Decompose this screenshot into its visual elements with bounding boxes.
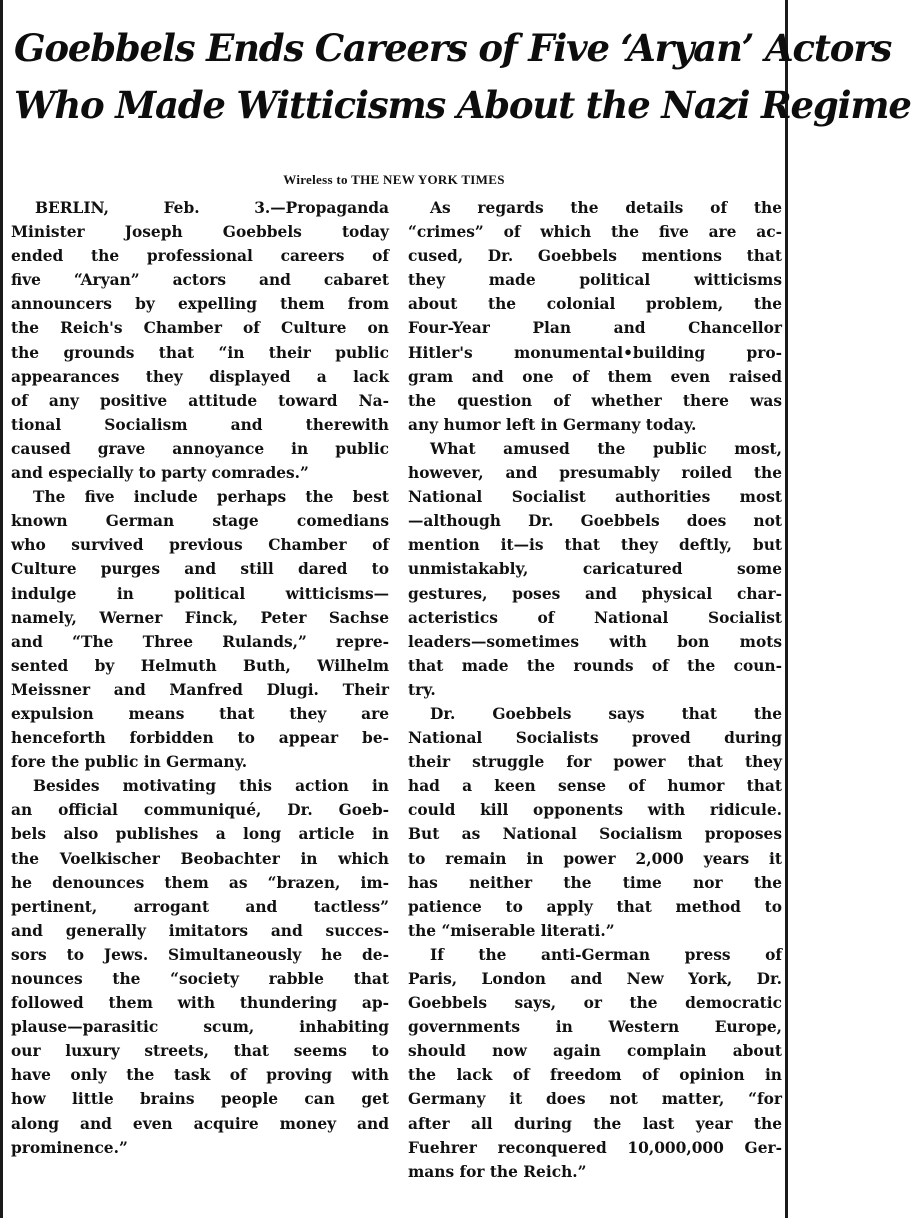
text-line: National Socialists proved during (408, 729, 782, 748)
text-line: caused grave annoyance in public (11, 439, 389, 458)
text-line: mans for the Reich.” (408, 1162, 587, 1181)
text-line: Meissner and Manfred Dlugi. Their (11, 680, 389, 699)
text-line: indulge in political witticisms— (11, 584, 389, 603)
text-line: “crimes” of which the five are ac- (408, 223, 782, 242)
text-line: Culture purges and still dared to (11, 560, 389, 579)
text-line: sors to Jews. Simultaneously he de- (11, 945, 389, 964)
text-line: patience to apply that method to (408, 897, 782, 916)
text-line: Besides motivating this action in (33, 777, 389, 796)
text-line: fore the public in Germany. (11, 753, 248, 772)
text-line: any humor left in Germany today. (408, 415, 697, 434)
paragraph (408, 702, 782, 943)
headline-line: Goebbels Ends Careers of Five ‘Aryan’ Actors (14, 26, 892, 70)
text-line: National Socialist authorities most (408, 488, 782, 507)
text-line: Fuehrer reconquered 10,000,000 Ger- (408, 1138, 782, 1157)
text-line: along and even acquire money and (11, 1114, 389, 1133)
text-line: appearances they displayed a lack (11, 367, 389, 386)
text-line: known German stage comedians (11, 512, 389, 531)
paragraph (408, 943, 782, 1184)
text-line: could kill opponents with ridicule. (408, 801, 782, 820)
text-line: Germany it does not matter, “for (408, 1090, 782, 1109)
text-line: BERLIN, Feb. 3.—Propaganda (35, 199, 389, 217)
text-line: plause—parasitic scum, inhabiting (11, 1018, 389, 1037)
text-line: henceforth forbidden to appear be- (11, 729, 389, 748)
text-line: our luxury streets, that seems to (11, 1042, 389, 1061)
text-line: have only the task of proving with (11, 1066, 389, 1085)
paragraph (11, 485, 389, 774)
text-line: and “The Three Rulands,” repre- (11, 632, 389, 651)
text-line: prominence.” (11, 1138, 128, 1157)
text-line: Hitler's monumental•building pro- (408, 343, 782, 362)
text-line: who survived previous Chamber of (11, 536, 389, 555)
text-line: Paris, London and New York, Dr. (408, 970, 782, 988)
text-line: however, and presumably roiled the (408, 464, 782, 483)
text-line: try. (408, 680, 436, 699)
text-line: Minister Joseph Goebbels today (11, 223, 389, 242)
headline-line: Who Made Witticisms About the Nazi Regime (14, 83, 911, 127)
text-line: pertinent, arrogant and tactless” (11, 897, 389, 916)
text-line: to remain in power 2,000 years it (408, 849, 782, 868)
text-line: five “Aryan” actors and cabaret (11, 271, 389, 290)
paragraph (11, 774, 389, 1160)
text-line: and especially to party comrades.” (11, 464, 309, 483)
text-line: mention it—is that they deftly, but (408, 536, 782, 555)
text-line: bels also publishes a long article in (11, 825, 389, 844)
text-line: and generally imitators and succes- (11, 921, 389, 940)
text-line: how little brains people can get (11, 1090, 389, 1109)
text-line: the Voelkischer Beobachter in which (11, 849, 389, 868)
text-line: —although Dr. Goebbels does not (408, 512, 782, 531)
text-line: followed them with thundering ap- (11, 994, 389, 1013)
text-line: But as National Socialism proposes (408, 825, 782, 844)
text-line: ended the professional careers of (11, 247, 389, 266)
text-line: their struggle for power that they (408, 753, 782, 772)
paragraph (408, 196, 782, 437)
text-line: should now again complain about (408, 1042, 782, 1061)
text-line: the lack of freedom of opinion in (408, 1066, 782, 1085)
text-line: the “miserable literati.” (408, 921, 615, 940)
text-line: Dr. Goebbels says that the (430, 704, 782, 723)
paragraph (408, 437, 782, 702)
text-line: of any positive attitude toward Na- (11, 391, 389, 410)
text-line: nounces the “society rabble that (11, 970, 389, 988)
text-line: unmistakably, caricatured some (408, 560, 782, 579)
text-line: acteristics of National Socialist (408, 608, 782, 627)
text-line: namely, Werner Finck, Peter Sachse (11, 608, 389, 627)
text-line: cused, Dr. Goebbels mentions that (408, 247, 782, 266)
wire-credit: Wireless to THE NEW YORK TIMES (283, 172, 505, 187)
text-line: Four-Year Plan and Chancellor (408, 319, 782, 338)
text-line: The five include perhaps the best (33, 488, 389, 507)
text-line: the grounds that “in their public (11, 343, 389, 362)
text-line: had a keen sense of humor that (408, 777, 782, 796)
text-line: the question of whether there was (408, 391, 782, 410)
paragraph (11, 196, 389, 485)
text-line: they made political witticisms (408, 271, 782, 290)
text-line: What amused the public most, (430, 439, 782, 458)
text-line: gestures, poses and physical char- (408, 584, 782, 603)
headline (14, 20, 911, 134)
text-line: an official communiqué, Dr. Goeb- (11, 801, 389, 820)
text-line: Goebbels says, or the democratic (408, 994, 782, 1013)
left-column (11, 196, 389, 1160)
text-line: sented by Helmuth Buth, Wilhelm (11, 656, 389, 675)
text-line: If the anti-German press of (430, 945, 782, 964)
text-line: leaders—sometimes with bon mots (408, 632, 782, 651)
text-line: expulsion means that they are (11, 704, 389, 723)
text-line: that made the rounds of the coun- (408, 656, 782, 675)
text-line: the Reich's Chamber of Culture on (11, 319, 389, 338)
text-line: gram and one of them even raised (408, 367, 782, 386)
text-line: has neither the time nor the (408, 873, 782, 892)
text-line: after all during the last year the (408, 1114, 782, 1133)
right-column (408, 196, 782, 1184)
text-line: announcers by expelling them from (11, 295, 389, 314)
text-line: he denounces them as “brazen, im- (11, 873, 389, 892)
text-line: governments in Western Europe, (408, 1018, 782, 1037)
text-line: As regards the details of the (430, 199, 782, 217)
text-line: tional Socialism and therewith (11, 415, 389, 434)
text-line: about the colonial problem, the (408, 295, 782, 314)
